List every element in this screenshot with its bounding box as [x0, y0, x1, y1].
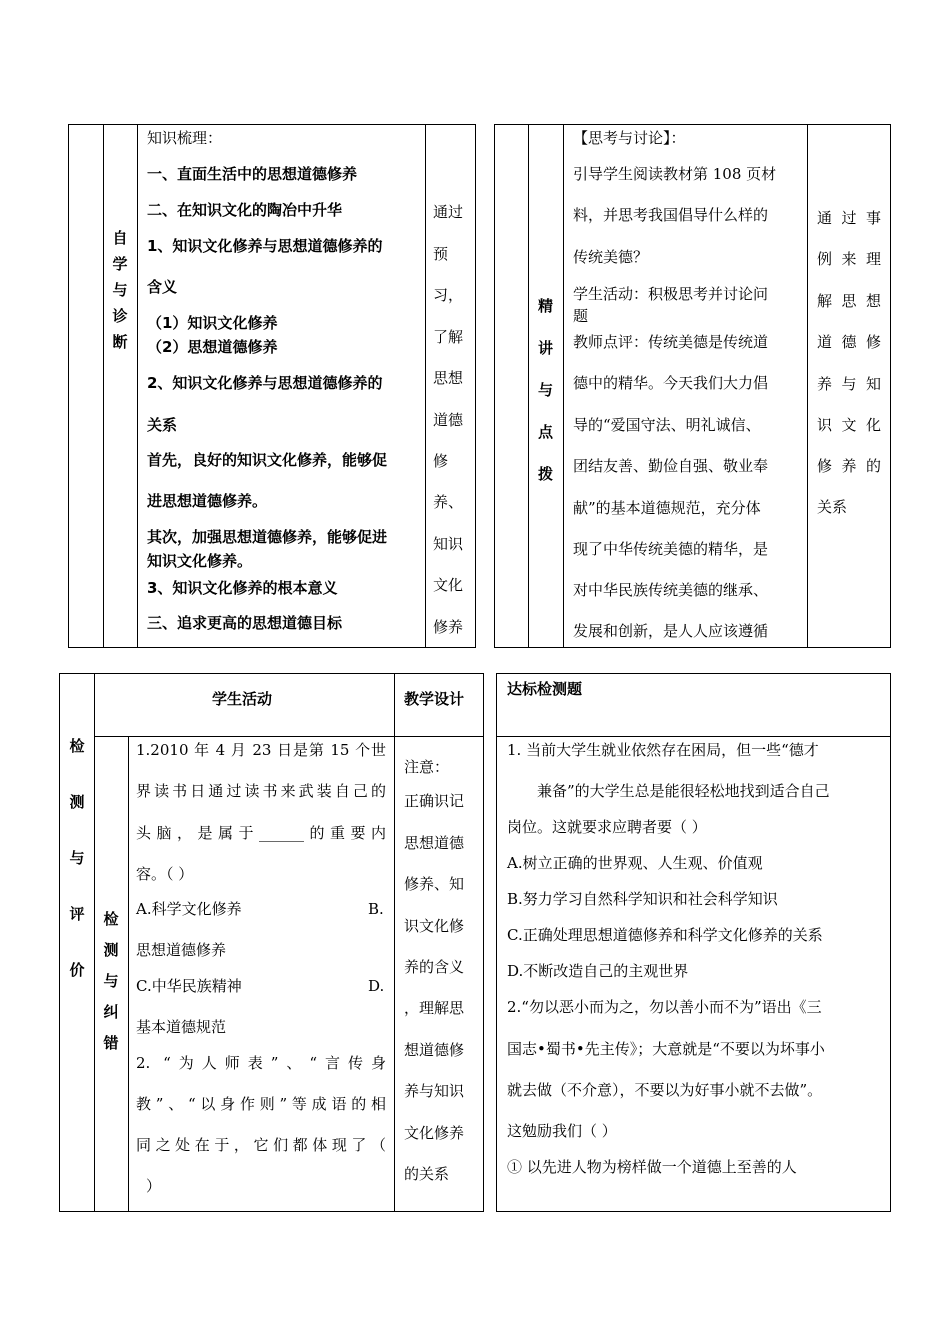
outline-line: （2）思想道德修养	[147, 338, 278, 356]
discussion-line: 传统美德？	[573, 248, 649, 266]
bottom-left-table	[59, 673, 484, 1212]
question-line: 国志•蜀书•先主传》；大意就是“不要以为坏事小	[507, 1040, 825, 1058]
discussion-line: 导的“爱国守法、明礼诚信、	[573, 416, 761, 434]
design-line: 修养	[433, 618, 464, 636]
question-line: ）	[146, 1177, 162, 1195]
outline-line: 3、知识文化修养的根本意义	[147, 579, 338, 597]
option-d-text: 基本道德规范	[136, 1018, 227, 1036]
question-line: 岗位。这就要求应聘者要（ ）	[507, 818, 707, 836]
outline-line: 一、直面生活中的思想道德修养	[147, 165, 358, 183]
option-a: A.科学文化修养	[136, 900, 242, 918]
design-line: 例来理	[817, 250, 881, 268]
design-line: 修养的	[817, 457, 881, 475]
top-left-table	[68, 124, 476, 648]
question-line: 容。（ ）	[136, 865, 194, 883]
design-line: 思想	[433, 369, 464, 387]
outline-line: 进思想道德修养。	[147, 492, 268, 510]
assessment-header: 达标检测题	[507, 680, 583, 698]
design-line: 知识	[433, 535, 464, 553]
design-line: 注意：	[404, 758, 450, 776]
question-line: 教”、“以身作则”等成语的相	[136, 1095, 386, 1113]
design-line: 思想道德	[404, 834, 465, 852]
discussion-line: 德中的精华。今天我们大力倡	[573, 374, 769, 392]
question-line: 这勉励我们（ ）	[507, 1122, 617, 1140]
self-study-label: 自 学 与 诊 断	[112, 229, 128, 351]
design-line: 了解	[433, 328, 464, 346]
discussion-heading: 【思考与讨论】：	[573, 129, 686, 147]
discussion-line: 题	[573, 307, 589, 325]
discussion-line: 引导学生阅读教材第 108 页材	[573, 165, 777, 183]
option-b-text: 思想道德修养	[136, 941, 227, 959]
option-b: B.	[368, 900, 384, 918]
discussion-line: 对中华民族传统美德的继承、	[573, 581, 769, 599]
option-d: D.	[368, 977, 385, 995]
outline-line: 1、知识文化修养与思想道德修养的	[147, 237, 383, 255]
outline-heading: 知识梳理：	[147, 129, 223, 147]
outline-line: 关系	[147, 416, 178, 434]
outline-line: 含义	[147, 278, 178, 296]
option-a: A.树立正确的世界观、人生观、价值观	[507, 854, 763, 872]
discussion-line: 料，并思考我国倡导什么样的	[573, 206, 769, 224]
discussion-line: 现了中华传统美德的精华，是	[573, 540, 769, 558]
design-line: 养、	[433, 493, 464, 511]
design-line: 文化修养	[404, 1124, 465, 1142]
design-line: 修养、知	[404, 875, 465, 893]
discussion-line: 学生活动：积极思考并讨论问	[573, 285, 769, 303]
bottom-right-table	[496, 673, 891, 1212]
design-line: 想道德修	[404, 1041, 465, 1059]
lecture-label: 精 讲 与 点 拨	[537, 297, 553, 483]
design-line: 文化	[433, 576, 464, 594]
question-line: 界读书日通过读书来武装自己的	[136, 782, 386, 800]
discussion-line: 发展和创新，是人人应该遵循	[573, 622, 769, 640]
design-line: 识文化修	[404, 917, 465, 935]
design-line: 养的含义	[404, 958, 465, 976]
design-line: 识文化	[817, 416, 881, 434]
outline-line: 三、追求更高的思想道德目标	[147, 614, 343, 632]
question-line: 2.“勿以恶小而为之，勿以善小而不为”语出《三	[507, 998, 822, 1016]
outline-line: 2、知识文化修养与思想道德修养的	[147, 374, 383, 392]
question-line: 头脑，是属于______的重要内	[136, 824, 386, 842]
design-line: 养与知识	[404, 1082, 465, 1100]
design-line: 的关系	[404, 1165, 450, 1183]
design-line: 关系	[817, 498, 848, 516]
design-line: 预	[433, 245, 449, 263]
question-line: 就去做（不介意），不要以为好事小就不去做”。	[507, 1081, 823, 1099]
assessment-label: 检 测 与 评 价	[69, 737, 85, 979]
question-line: 兼备”的大学生总是能很轻松地找到适合自己	[537, 782, 830, 800]
question-line: 同之处在于，它们都体现了（	[136, 1136, 386, 1154]
design-line: 解思想	[817, 292, 881, 310]
outline-line: 其次，加强思想道德修养，能够促进	[147, 528, 388, 546]
check-correct-label: 检 测 与 纠 错	[103, 910, 119, 1052]
top-right-table	[494, 124, 891, 648]
outline-line: 二、在知识文化的陶冶中升华	[147, 201, 343, 219]
option-b: B.努力学习自然科学知识和社会科学知识	[507, 890, 778, 908]
design-line: 通过	[433, 203, 464, 221]
outline-line: 知识文化修养。	[147, 552, 253, 570]
design-line: 习，	[433, 286, 464, 304]
design-line: 养与知	[817, 375, 881, 393]
option-d: D.不断改造自己的主观世界	[507, 962, 689, 980]
outline-line: 首先，良好的知识文化修养，能够促	[147, 451, 388, 469]
question-line: 1.2010 年 4 月 23 日是第 15 个世	[136, 741, 386, 759]
option-c: C.中华民族精神	[136, 977, 242, 995]
discussion-line: 教师点评：传统美德是传统道	[573, 333, 769, 351]
question-line: 1. 当前大学生就业依然存在困局，但一些“德才	[507, 741, 819, 759]
student-activity-header: 学生活动	[212, 690, 273, 708]
outline-line: （1）知识文化修养	[147, 314, 278, 332]
design-line: 通过事	[817, 209, 881, 227]
option-c: C.正确处理思想道德修养和科学文化修养的关系	[507, 926, 823, 944]
design-line: 道德修	[817, 333, 881, 351]
discussion-line: 团结友善、勤俭自强、敬业奉	[573, 457, 769, 475]
design-line: 道德	[433, 411, 464, 429]
design-line: 正确识记	[404, 792, 465, 810]
discussion-line: 献”的基本道德规范，充分体	[573, 499, 761, 517]
design-line: 修	[433, 452, 449, 470]
question-line: 2. “为人师表”、“言传身	[136, 1054, 386, 1072]
option-1: ① 以先进人物为榜样做一个道德上至善的人	[507, 1158, 797, 1176]
teaching-design-header: 教学设计	[404, 690, 465, 708]
design-line: ，理解思	[404, 999, 465, 1017]
